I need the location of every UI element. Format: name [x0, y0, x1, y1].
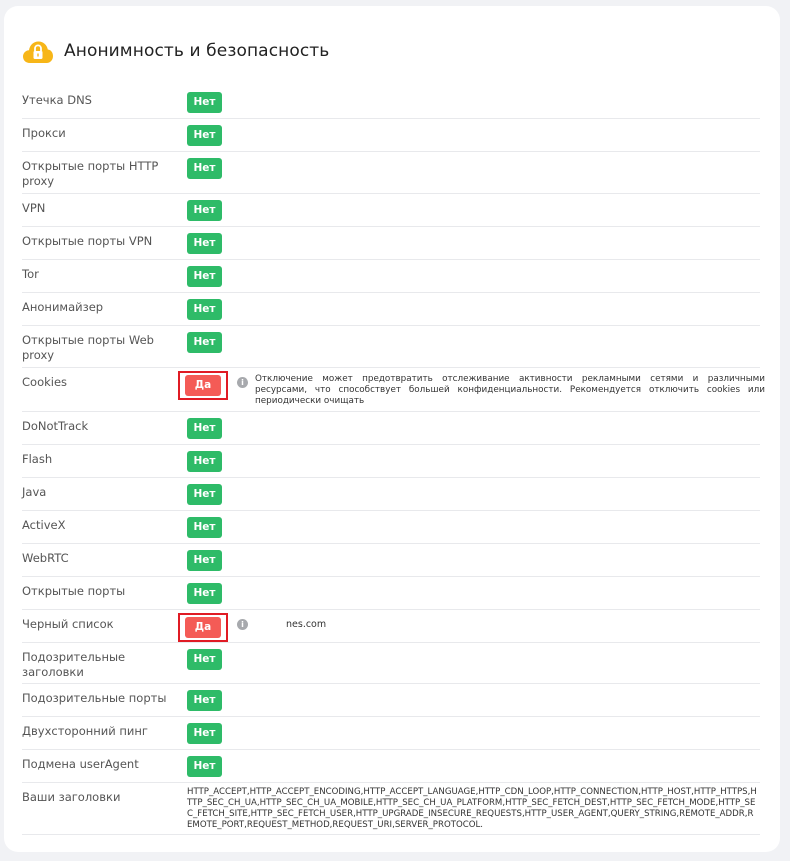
anonymity-card: [4, 6, 780, 852]
cloud-lock-icon: [22, 36, 54, 66]
info-icon[interactable]: i: [237, 619, 248, 630]
check-row: [22, 293, 760, 326]
check-value: [187, 374, 765, 407]
check-label: Flash: [22, 452, 53, 466]
check-label: Прокси: [22, 126, 66, 140]
check-label: Подозрительные порты: [22, 691, 167, 705]
status-badge-no: Нет: [187, 299, 222, 320]
check-value: [187, 418, 222, 439]
status-badge-no: Нет: [187, 125, 222, 146]
blacklist-text: nes.com: [286, 619, 327, 630]
check-row: [22, 544, 760, 577]
section-title: Анонимность и безопасность: [64, 41, 330, 61]
check-value: [187, 158, 222, 179]
check-label: ActiveX: [22, 518, 66, 532]
highlight-box: [178, 613, 228, 642]
check-row: [22, 783, 760, 835]
check-value: [187, 583, 222, 604]
check-row: [22, 412, 760, 445]
check-row: [22, 610, 760, 643]
check-value: [187, 723, 222, 744]
check-row: [22, 119, 760, 152]
check-row: [22, 750, 760, 783]
check-value: [187, 517, 222, 538]
status-badge-yes: Да: [185, 375, 221, 396]
check-value: [187, 789, 758, 831]
check-row: [22, 478, 760, 511]
status-badge-no: Нет: [187, 266, 222, 287]
check-label: Tor: [22, 267, 39, 281]
status-badge-no: Нет: [187, 484, 222, 505]
section-header: [22, 36, 329, 66]
status-badge-no: Нет: [187, 451, 222, 472]
check-label: Открытые порты Web proxy: [22, 333, 154, 362]
check-label: Подозрительные заголовки: [22, 650, 126, 679]
check-value: [187, 616, 326, 642]
check-label: Двухсторонний пинг: [22, 724, 148, 738]
status-badge-no: Нет: [187, 92, 222, 113]
check-row: [22, 717, 760, 750]
check-row: [22, 643, 760, 684]
check-row: [22, 86, 760, 119]
check-row: [22, 260, 760, 293]
check-value: [187, 550, 222, 571]
check-label: Открытые порты: [22, 584, 126, 598]
check-label: DoNotTrack: [22, 419, 89, 433]
headers-list: HTTP_ACCEPT,HTTP_ACCEPT_ENCODING,HTTP_ACCEPT_LANGUAGE,HTTP_CDN_LOOP,HTTP_CONNECTION,HTTP_HOST,HTTP_HTTPS,HTTP_SEC_CH_UA,HTTP_SEC_CH_UA_MOBILE,HTTP_SEC_CH_UA_PLATFORM,HTTP_SEC_FETCH_DEST,HTTP_SEC_FETCH_MODE,HTTP_SEC_FETCH_SITE,HTTP_SEC_FETCH_USER,HTTP_UPGRADE_INSECURE_REQUESTS,HTTP_USER_AGENT,QUERY_STRING,REMOTE_ADDR,REMOTE_PORT,REQUEST_METHOD,REQUEST_URI,SERVER_PROTOCOL.: [187, 787, 757, 830]
check-label: Cookies: [22, 375, 68, 389]
check-value: [187, 332, 222, 353]
status-badge-no: Нет: [187, 517, 222, 538]
check-row: [22, 684, 760, 717]
status-badge-no: Нет: [187, 233, 222, 254]
check-row: [22, 194, 760, 227]
check-row: [22, 326, 760, 368]
highlight-box: [178, 371, 228, 400]
status-badge-no: Нет: [187, 649, 222, 670]
check-row: [22, 511, 760, 544]
check-row: [22, 445, 760, 478]
check-label: Ваши заголовки: [22, 790, 121, 804]
check-value: [187, 92, 222, 113]
status-badge-no: Нет: [187, 158, 222, 179]
check-value: [187, 125, 222, 146]
status-badge-no: Нет: [187, 200, 222, 221]
check-value: [187, 200, 222, 221]
check-value: [187, 690, 222, 711]
status-badge-no: Нет: [187, 756, 222, 777]
check-label: Java: [22, 485, 47, 499]
status-badge-no: Нет: [187, 550, 222, 571]
check-label: Анонимайзер: [22, 300, 104, 314]
check-value: [187, 451, 222, 472]
check-label: Утечка DNS: [22, 93, 92, 107]
check-label: Открытые порты HTTP proxy: [22, 159, 159, 188]
check-label: VPN: [22, 201, 46, 215]
info-icon[interactable]: i: [237, 377, 248, 388]
status-badge-yes: Да: [185, 617, 221, 638]
check-value: [187, 756, 222, 777]
status-badge-no: Нет: [187, 418, 222, 439]
check-value: [187, 266, 222, 287]
cookies-note: Отключение может предотвратить отслеживание активности рекламными сетями и различными ресурсами, что способствует большей конфиденциальности. Рекомендуется отключить cookies или периодически очищать: [255, 374, 765, 406]
check-label: WebRTC: [22, 551, 69, 565]
check-row: [22, 368, 765, 412]
check-row: [22, 577, 760, 610]
status-badge-no: Нет: [187, 690, 222, 711]
check-label: Открытые порты VPN: [22, 234, 153, 248]
check-value: [187, 299, 222, 320]
check-row: [22, 152, 760, 194]
check-label: Подмена userAgent: [22, 757, 139, 771]
check-label: Черный список: [22, 617, 114, 631]
check-value: [187, 649, 222, 670]
status-badge-no: Нет: [187, 723, 222, 744]
check-row: [22, 227, 760, 260]
check-value: [187, 484, 222, 505]
status-badge-no: Нет: [187, 332, 222, 353]
status-badge-no: Нет: [187, 583, 222, 604]
checks-list: [22, 86, 765, 835]
check-value: [187, 233, 222, 254]
